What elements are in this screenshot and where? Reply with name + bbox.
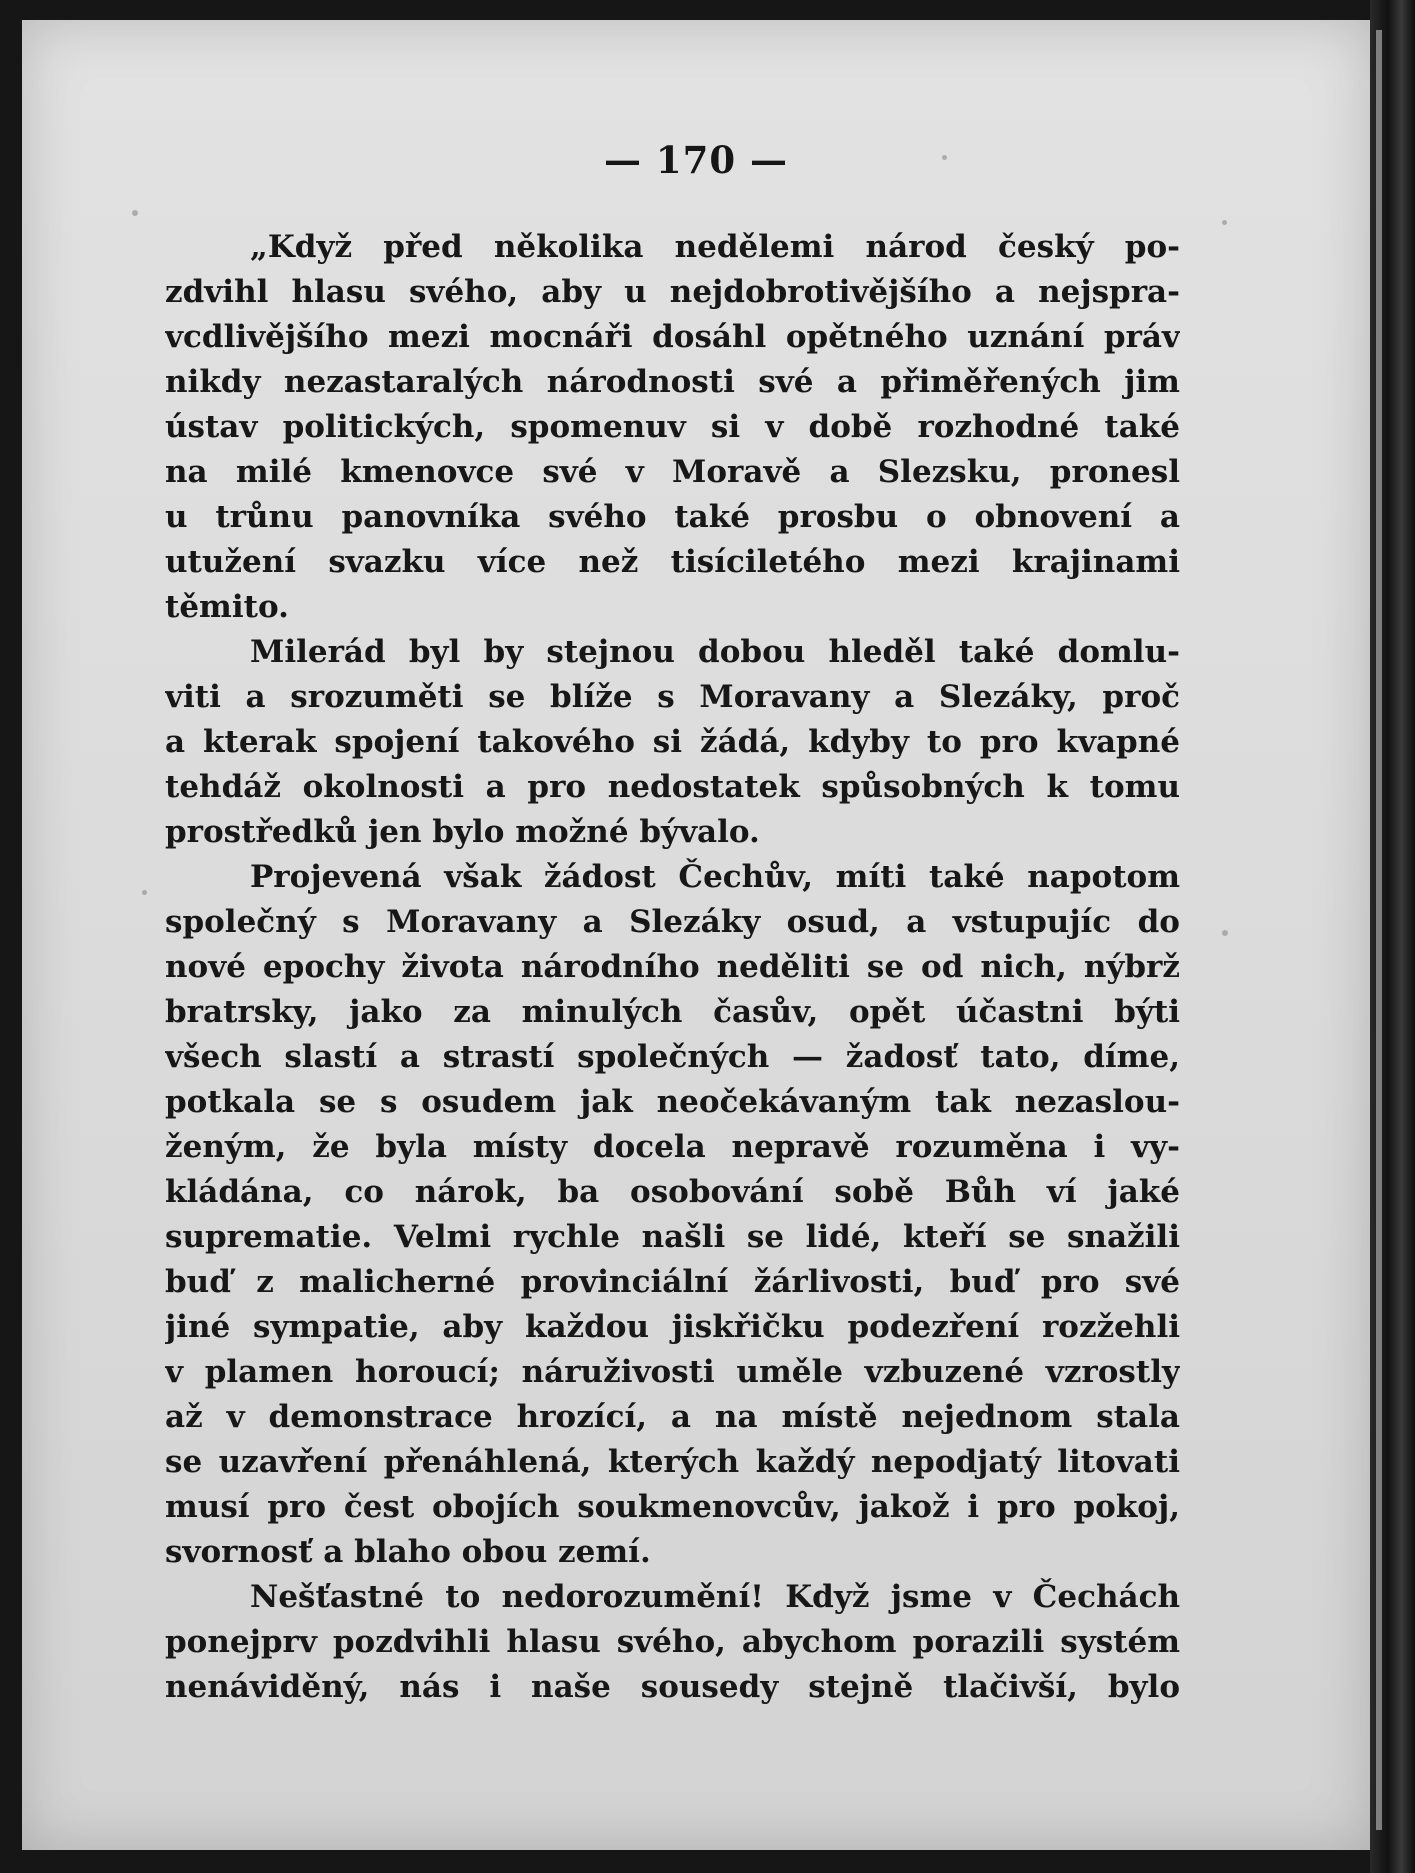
paper-speck xyxy=(132,210,138,216)
text-line: musí pro čest obojích soukmenovcův, jakož i pro pokoj, xyxy=(165,1489,1180,1525)
text-line: suprematie. Velmi rychle našli se lidé, kteří se snažili xyxy=(165,1219,1180,1255)
text-line: a kterak spojení takového si žádá, kdyby to pro kvapné xyxy=(165,724,1180,760)
text-line: prostředků jen bylo možné bývalo. xyxy=(165,814,760,850)
text-line: vcdlivějšího mezi mocnáři dosáhl opětného uznání práv xyxy=(165,319,1180,355)
text-line: v plamen horoucí; náruživosti uměle vzbuzené vzrostly xyxy=(165,1354,1180,1390)
text-line: na milé kmenovce své v Moravě a Slezsku, pronesl xyxy=(165,454,1180,490)
text-line: ponejprv pozdvihli hlasu svého, abychom porazili systém xyxy=(165,1624,1180,1660)
text-line: kládána, co nárok, ba osobování sobě Bůh ví jaké xyxy=(165,1174,1180,1210)
text-line: utužení svazku více než tisíciletého mezi krajinami xyxy=(165,544,1180,580)
text-line: všech slastí a strastí společných — žadosť tato, díme, xyxy=(165,1039,1180,1075)
text-line: u trůnu panovníka svého také prosbu o obnovení a xyxy=(165,499,1180,535)
body-text xyxy=(165,225,1180,1710)
text-line: tehdáž okolnosti a pro nedostatek spůsobných k tomu xyxy=(165,769,1180,805)
page-number: — 170 — xyxy=(604,138,788,182)
text-line: nenáviděný, nás i naše sousedy stejně tlačivší, bylo xyxy=(165,1669,1180,1705)
paper-speck xyxy=(142,890,147,895)
text-line: společný s Moravany a Slezáky osud, a vstupujíc do xyxy=(165,904,1180,940)
text-line: svornosť a blaho obou zemí. xyxy=(165,1534,651,1570)
paper-speck xyxy=(1222,220,1227,225)
binding-highlight xyxy=(1376,30,1382,1830)
text-line: těmito. xyxy=(165,589,289,625)
text-line: Nešťastné to nedorozumění! Když jsme v Čechách xyxy=(250,1579,1180,1615)
text-line: viti a srozuměti se blíže s Moravany a Slezáky, proč xyxy=(165,679,1180,715)
text-line: Projevená však žádost Čechův, míti také napotom xyxy=(250,859,1180,895)
text-line: nikdy nezastaralých národnosti své a přiměřených jim xyxy=(165,364,1180,400)
text-line: se uzavření přenáhlená, kterých každý nepodjatý litovati xyxy=(165,1444,1180,1480)
text-line: bratrsky, jako za minulých časův, opět účastni býti xyxy=(165,994,1180,1030)
text-line: ústav politických, spomenuv si v době rozhodné také xyxy=(165,409,1180,445)
text-line: potkala se s osudem jak neočekávaným tak nezaslou- xyxy=(165,1084,1180,1120)
text-line: Milerád byl by stejnou dobou hleděl také domlu- xyxy=(250,634,1180,670)
text-line: až v demonstrace hrozící, a na místě nejednom stala xyxy=(165,1399,1180,1435)
paper-speck xyxy=(1222,930,1228,936)
text-line: zdvihl hlasu svého, aby u nejdobrotivějšího a nejspra- xyxy=(165,274,1180,310)
text-line: ženým, že byla místy docela nepravě rozuměna i vy- xyxy=(165,1129,1180,1165)
text-line: nové epochy života národního neděliti se od nich, nýbrž xyxy=(165,949,1180,985)
text-line: buď z malicherné provinciální žárlivosti, buď pro své xyxy=(165,1264,1180,1300)
text-line: „Když před několika nedělemi národ český po- xyxy=(250,229,1180,265)
text-line: jiné sympatie, aby každou jiskřičku podezření rozžehli xyxy=(165,1309,1180,1345)
